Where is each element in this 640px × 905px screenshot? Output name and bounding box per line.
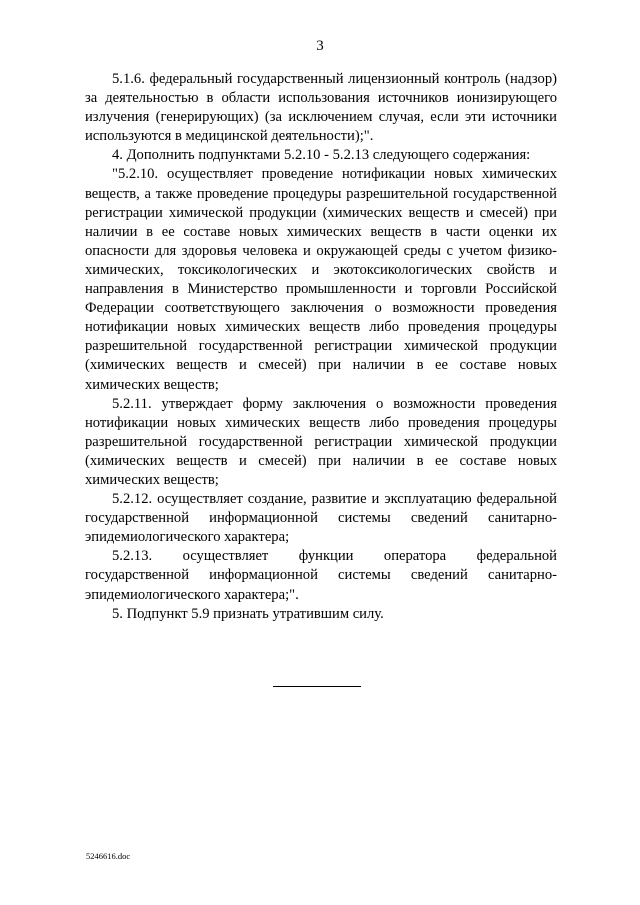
closing-divider-line [273,686,361,687]
footer-doc-code: 5246616.doc [86,851,131,861]
paragraph-item-4: 4. Дополнить подпунктами 5.2.10 - 5.2.13 следующего содержания: [112,147,531,164]
paragraph-5-1-6: 5.1.6. федеральный государственный лицензионный контроль (надзор) за деятельностью в области использования источников ионизирующего излучения (генерирующих) (за исключением случая, если эти источники используются в медицинской деятельности);". [85,71,557,145]
document-body [85,70,557,624]
paragraph-item-5: 5. Подпункт 5.9 признать утратившим силу. [112,605,384,622]
paragraph-5-2-11: 5.2.11. утверждает форму заключения о возможности проведения нотификации новых химических веществ либо проведения процедуры разрешительной государственной регистрации химической продукции (химических веществ и смесей) при наличии в ее составе новых химических веществ; [85,395,557,488]
page-number: 3 [316,38,324,54]
paragraph-5-2-13: 5.2.13. осуществляет функции оператора федеральной государственной информационной системы сведений санитарно-эпидемиологического характера;". [85,548,557,603]
paragraph-5-2-10: "5.2.10. осуществляет проведение нотификации новых химических веществ, а также проведение процедуры разрешительной государственной регистрации химической продукции (химических веществ и смесей) при наличии в ее составе новых химических веществ в части оценки их опасности для здоровья человека и окружающей среды с учетом физико-химических, токсикологических и экотоксикологических свойств и направления в Министерство промышленности и торговли Российской Федерации соответствующего заключения о возможности проведения нотификации новых химических веществ либо проведения процедуры разрешительной государственной регистрации химической продукции (химических веществ и смесей) при наличии в ее составе новых химических веществ; [85,166,557,393]
paragraph-5-2-12: 5.2.12. осуществляет создание, развитие и эксплуатацию федеральной государственной информационной системы сведений санитарно-эпидемиологического характера; [85,491,557,546]
